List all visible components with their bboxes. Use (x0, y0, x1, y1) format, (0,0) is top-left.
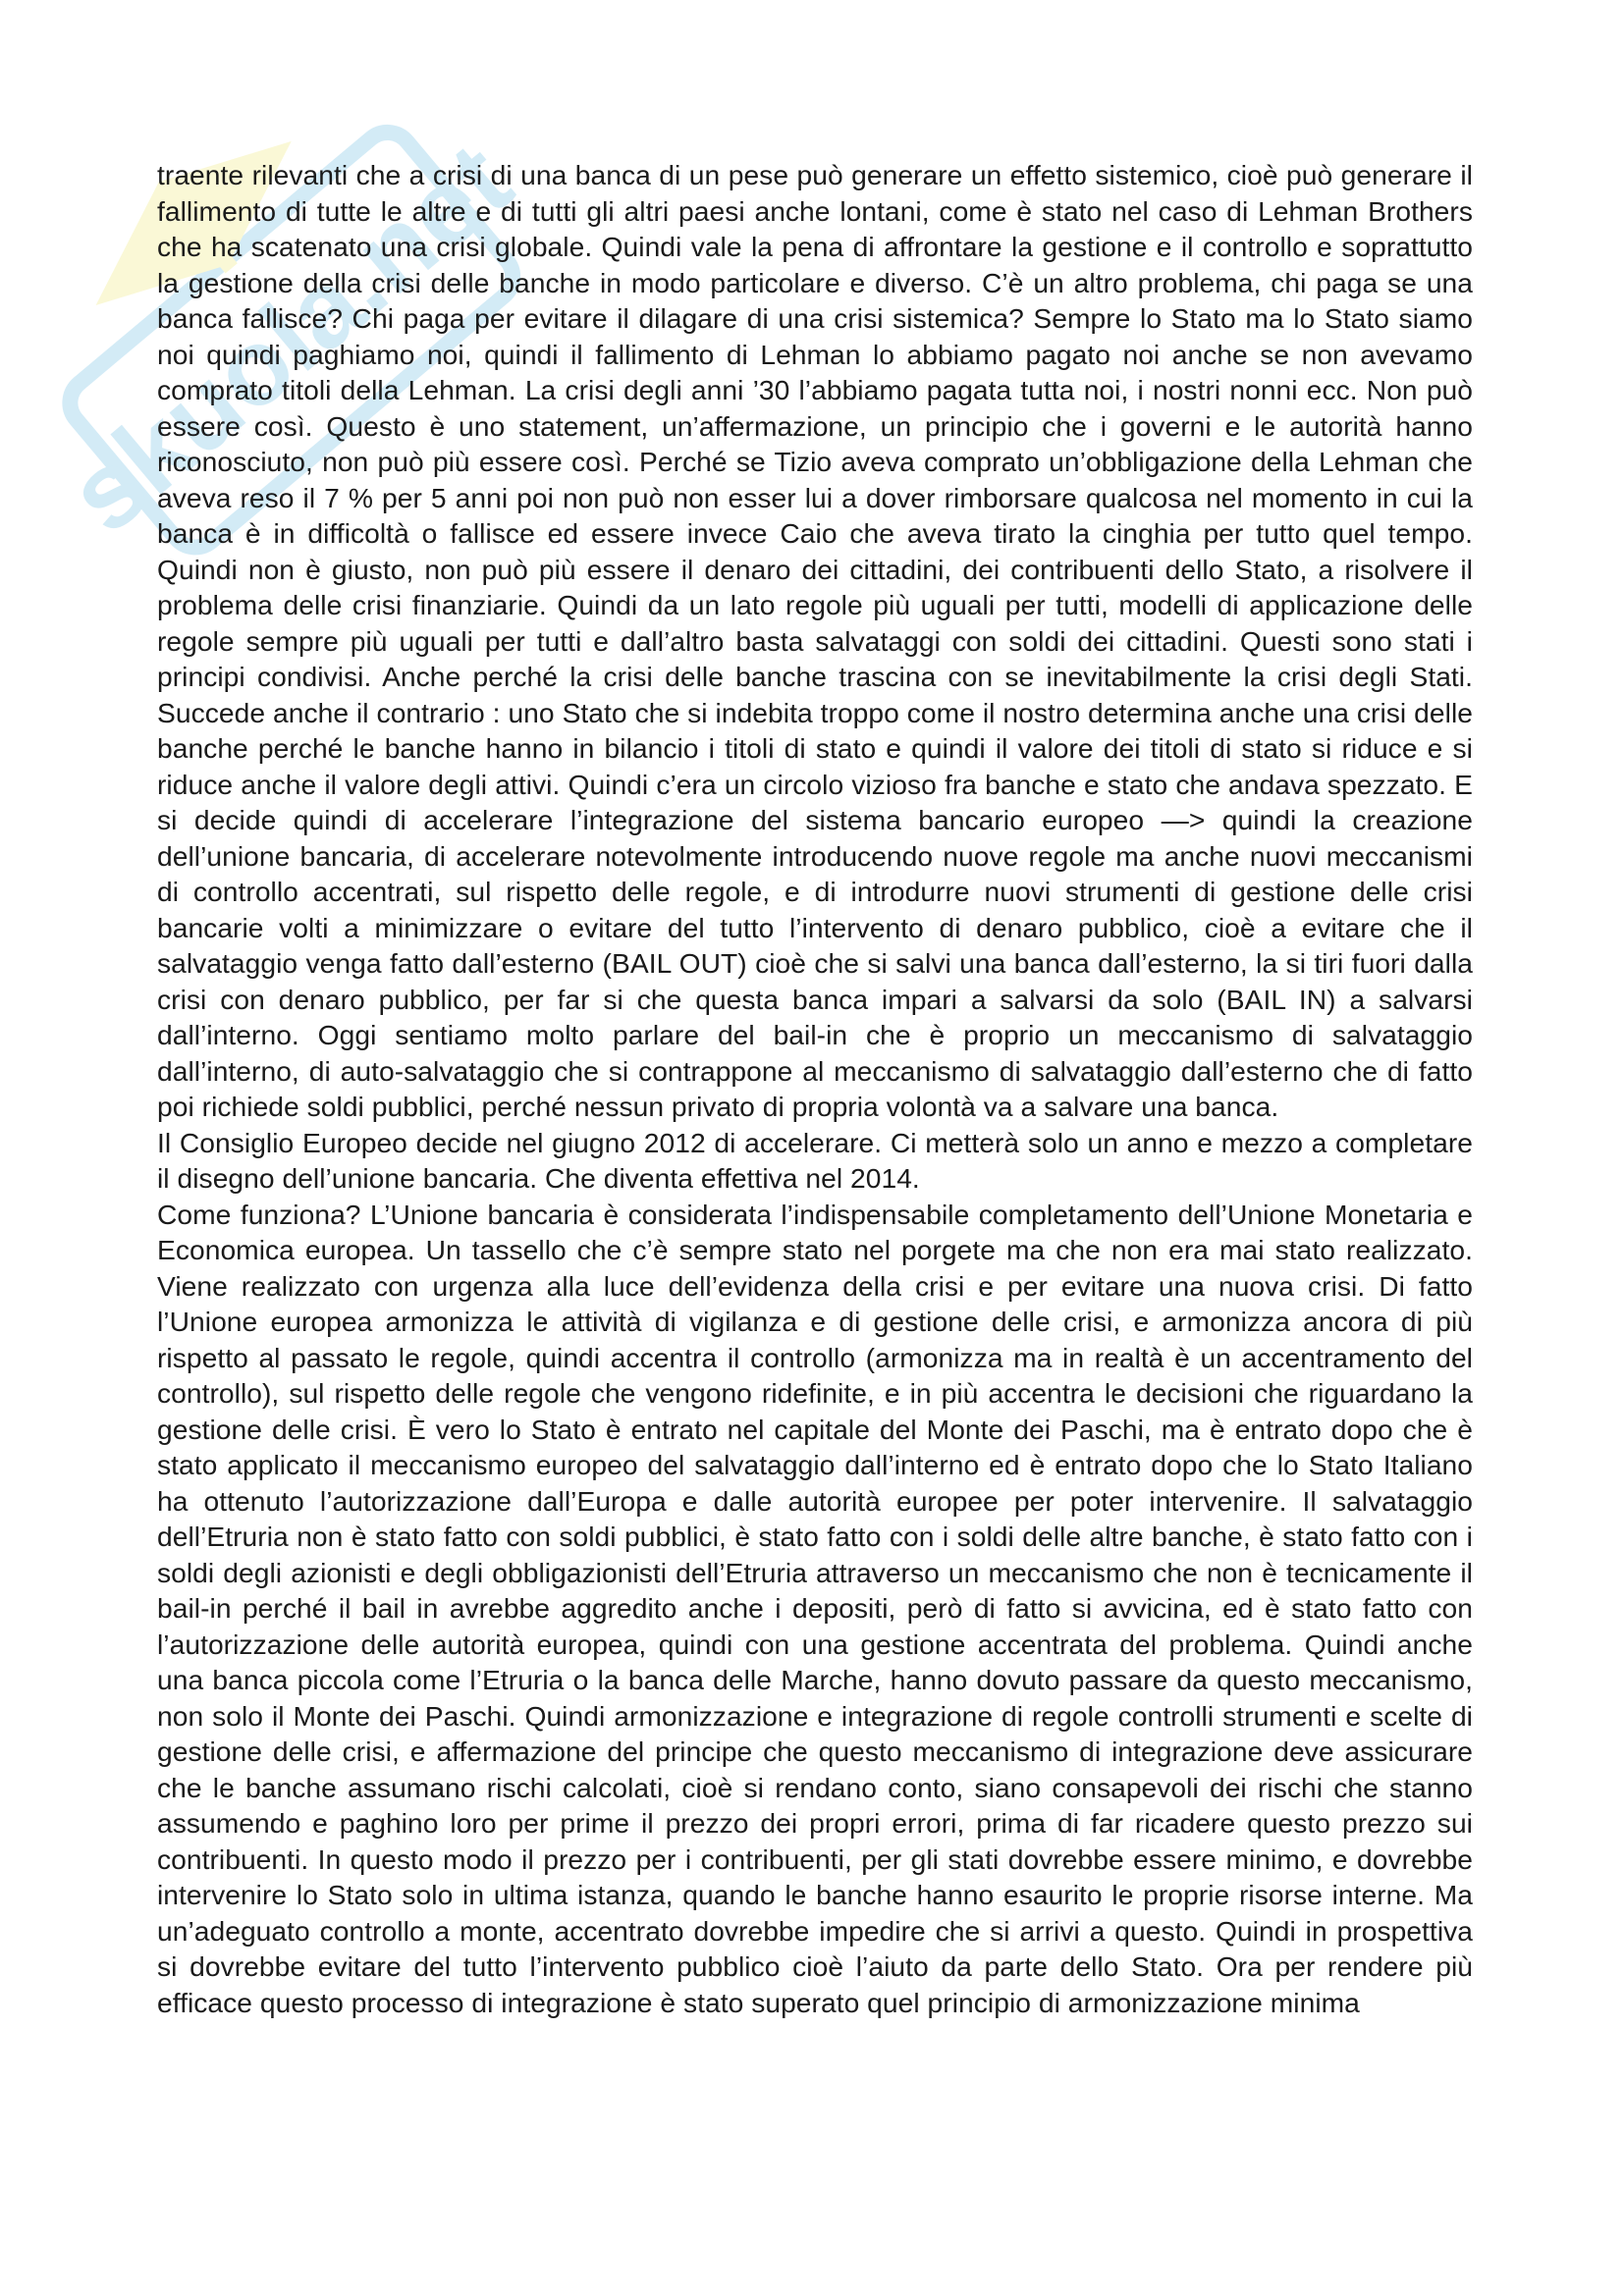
document-body (157, 157, 1473, 2020)
watermark-text: skuola.net (46, 120, 534, 557)
paragraph-3: Come funziona? L’Unione bancaria è considerata l’indispensabile completamento dell’Unione Monetaria e Economica europea. Un tassello che c’è sempre stato nel porgete ma che non era mai stato realizzato. Viene realizzato con urgenza alla luce dell’evidenza della crisi e per evitare una nuova crisi. Di fatto l’Unione europea armonizza le attività di vigilanza e di gestione delle crisi, e armonizza ancora di più rispetto al passato le regole, quindi accentra il controllo (armonizza ma in realtà è un accentramento del controllo), sul rispetto delle regole che vengono ridefinite, e in più accentra le decisioni che riguardano la gestione delle crisi. È vero lo Stato è entrato nel capitale del Monte dei Paschi, ma è entrato dopo che è stato applicato il meccanismo europeo del salvataggio dall’interno ed è entrato dopo che lo Stato Italiano ha ottenuto l’autorizzazione dall’Europa e dalle autorità europee per poter intervenire. Il salvataggio dell’Etruria non è stato fatto con soldi pubblici, è stato fatto con i soldi delle altre banche, è stato fatto con i soldi degli azionisti e degli obbligazionisti dell’Etruria attraverso un meccanismo che non è tecnicamente il bail-in perché il bail in avrebbe aggredito anche i depositi, però di fatto si avvicina, ed è stato fatto con l’autorizzazione delle autorità europea, quindi con una gestione accentrata del problema. Quindi anche una banca piccola come l’Etruria o la banca delle Marche, hanno dovuto passare da questo meccanismo, non solo il Monte dei Paschi. Quindi armonizzazione e integrazione di regole controlli strumenti e scelte di gestione delle crisi, e affermazione del principe che questo meccanismo di integrazione deve assicurare che le banche assumano rischi calcolati, cioè si rendano conto, siano consapevoli dei rischi che stanno assumendo e paghino loro per prime il prezzo dei propri errori, prima di far ricadere questo prezzo sui contribuenti. In questo modo il prezzo per i contribuenti, per gli stati dovrebbe essere minimo, e dovrebbe intervenire lo Stato solo in ultima istanza, quando le banche hanno esaurito le proprie risorse interne. Ma un’adeguato controllo a monte, accentrato dovrebbe impedire che si arrivi a questo. Quindi in prospettiva si dovrebbe evitare del tutto l’intervento pubblico cioè l’aiuto da parte dello Stato. Ora per rendere più efficace questo processo di integrazione è stato superato quel principio di armonizzazione minima (157, 1198, 1473, 2018)
paragraph-2: Il Consiglio Europeo decide nel giugno 2012 di accelerare. Ci metterà solo un anno e mezzo a completare il disegno dell’unione bancaria. Che diventa effettiva nel 2014. (157, 1126, 1473, 1194)
paragraph-1: traente rilevanti che a crisi di una banca di un pese può generare un effetto sistemico, cioè può generare il fallimento di tutte le altre e di tutti gli altri paesi anche lontani, come è stato nel caso di Lehman Brothers che ha scatenato una crisi globale. Quindi vale la pena di affrontare la gestione e il controllo e soprattutto la gestione della crisi delle banche in modo particolare e diverso. C’è un altro problema, chi paga se una banca fallisce? Chi paga per evitare il dilagare di una crisi sistemica? Sempre lo Stato ma lo Stato siamo noi quindi paghiamo noi, quindi il fallimento di Lehman lo abbiamo pagato noi anche se non avevamo comprato titoli della Lehman. La crisi degli anni ’30 l’abbiamo pagata tutta noi, i nostri nonni ecc. Non può essere così. Questo è uno statement, un’affermazione, un principio che i governi e le autorità hanno riconosciuto, non può più essere così. Perché se Tizio aveva comprato un’obbligazione della Lehman che aveva reso il 7 % per 5 anni poi non può non esser lui a dover rimborsare qualcosa nel momento in cui la banca è in difficoltà o fallisce ed essere invece Caio che aveva tirato la cinghia per tutto quel tempo. Quindi non è giusto, non può più essere il denaro dei cittadini, dei contribuenti dello Stato, a risolvere il problema delle crisi finanziarie. Quindi da un lato regole più uguali per tutti, modelli di applicazione delle regole sempre più uguali per tutti e dall’altro basta salvataggi con soldi dei cittadini. Questi sono stati i principi condivisi. Anche perché la crisi delle banche trascina con se inevitabilmente la crisi degli Stati. Succede anche il contrario : uno Stato che si indebita troppo come il nostro determina anche una crisi delle banche perché le banche hanno in bilancio i titoli di stato e quindi il valore dei titoli di stato si riduce e si riduce anche il valore degli attivi. Quindi c’era un circolo vizioso fra banche e stato che andava spezzato. E si decide quindi di accelerare l’integrazione del sistema bancario europeo —> quindi la creazione dell’unione bancaria, di accelerare notevolmente introducendo nuove regole ma anche nuovi meccanismi di controllo accentrati, sul rispetto delle regole, e di introdurre nuovi strumenti di gestione delle crisi bancarie volti a minimizzare o evitare del tutto l’intervento di denaro pubblico, cioè a evitare che il salvataggio venga fatto dall’esterno (BAIL OUT) cioè che si salvi una banca dall’esterno, la si tiri fuori dalla crisi con denaro pubblico, per far si che questa banca impari a salvarsi da solo (BAIL IN) a salvarsi dall’interno. Oggi sentiamo molto parlare del bail-in che è proprio un meccanismo di salvataggio dall’interno, di auto-salvataggio che si contrappone al meccanismo di salvataggio dall’esterno che di fatto poi richiede soldi pubblici, perché nessun privato di propria volontà va a salvare una banca. (157, 159, 1473, 1122)
